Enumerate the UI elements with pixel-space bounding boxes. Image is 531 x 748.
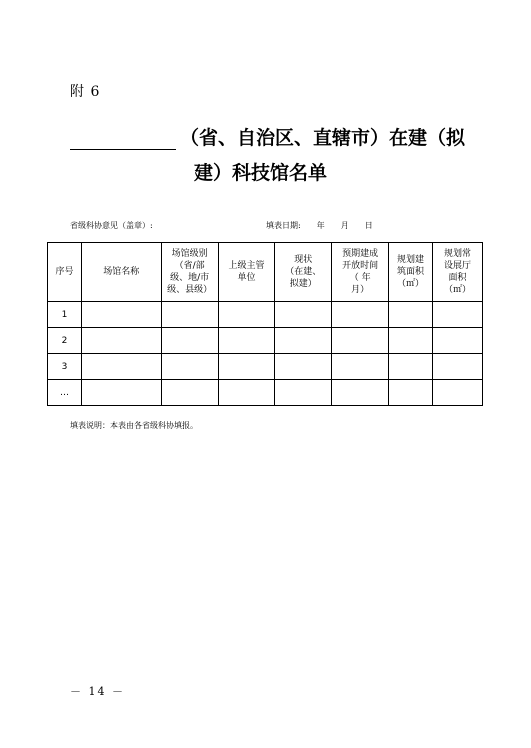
table-cell[interactable] xyxy=(161,380,218,406)
table-cell[interactable]: 3 xyxy=(48,354,82,380)
region-blank-line xyxy=(70,127,176,150)
table-cell[interactable] xyxy=(389,328,433,354)
table-cell[interactable] xyxy=(81,380,161,406)
header-cell: 预期建成 开放时间 （ 年 月） xyxy=(332,243,389,302)
table-cell[interactable] xyxy=(81,302,161,328)
table-cell[interactable] xyxy=(81,328,161,354)
table-cell[interactable] xyxy=(218,302,275,328)
header-cell: 序号 xyxy=(48,243,82,302)
header-cell: 现状 （在建、 拟建） xyxy=(275,243,332,302)
table-cell[interactable] xyxy=(161,302,218,328)
table-row xyxy=(48,380,483,406)
title-line-2: 建）科技馆名单 xyxy=(194,162,328,184)
table-cell[interactable]: 1 xyxy=(48,302,82,328)
table-cell[interactable] xyxy=(389,354,433,380)
header-cell: 上级主管 单位 xyxy=(218,243,275,302)
header-cell: 场馆名称 xyxy=(81,243,161,302)
table-header-row xyxy=(48,243,483,302)
table-cell[interactable]: 2 xyxy=(48,328,82,354)
table-cell[interactable] xyxy=(275,328,332,354)
header-cell: 场馆级别 （省/部 级、地/市 级、县级） xyxy=(161,243,218,302)
table-cell[interactable] xyxy=(275,302,332,328)
table-cell[interactable] xyxy=(332,302,389,328)
fill-instructions-note: 填表说明：本表由各省级科协填报。 xyxy=(70,421,198,430)
table-row xyxy=(48,302,483,328)
document-title xyxy=(70,123,470,185)
table-cell[interactable] xyxy=(433,328,483,354)
table-cell[interactable] xyxy=(161,354,218,380)
provincial-opinion-label: 省级科协意见（盖章）: xyxy=(70,221,153,230)
table-cell[interactable] xyxy=(275,354,332,380)
museum-roster-table xyxy=(47,242,483,406)
annex-label: 附 6 xyxy=(70,84,101,100)
table-cell[interactable] xyxy=(433,380,483,406)
table-cell[interactable] xyxy=(389,380,433,406)
table-cell[interactable] xyxy=(433,354,483,380)
table-cell[interactable] xyxy=(332,354,389,380)
table-cell[interactable]: … xyxy=(48,380,82,406)
table-row xyxy=(48,354,483,380)
table-row xyxy=(48,328,483,354)
fill-date-label: 填表日期: 年 月 日 xyxy=(266,221,373,230)
table-cell[interactable] xyxy=(332,380,389,406)
header-cell: 规划建 筑面积 （㎡） xyxy=(389,243,433,302)
table-cell[interactable] xyxy=(81,354,161,380)
table-cell[interactable] xyxy=(433,302,483,328)
header-cell: 规划常 设展厅 面积 （㎡） xyxy=(433,243,483,302)
table-cell[interactable] xyxy=(275,380,332,406)
table-cell[interactable] xyxy=(218,380,275,406)
page-number: － 14 － xyxy=(70,685,125,698)
table-cell[interactable] xyxy=(332,328,389,354)
table-cell[interactable] xyxy=(161,328,218,354)
table-cell[interactable] xyxy=(218,354,275,380)
table-cell[interactable] xyxy=(389,302,433,328)
title-text-1: （省、自治区、直辖市）在建（拟 xyxy=(180,127,466,149)
title-line-1 xyxy=(70,123,470,150)
table-cell[interactable] xyxy=(218,328,275,354)
